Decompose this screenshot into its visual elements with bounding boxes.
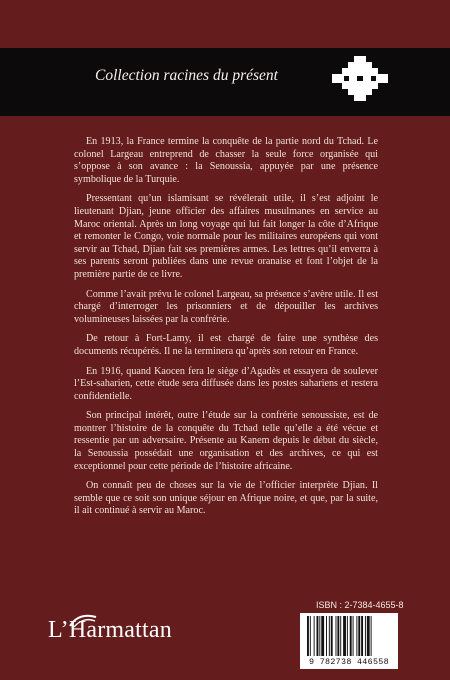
back-cover-text [74,136,378,525]
barcode-bar [329,616,330,656]
barcode-bar [307,616,309,656]
barcode-bar [367,616,370,656]
barcode-bar [356,616,357,656]
paragraph: Son principal intérêt, outre l’étude sur la confrérie senoussiste, est de montrer l’histoire de la conquête du Tchad telle qu’elle a été vécue et ressentie par un adversaire. Présente au Kanem depuis le début du siècle, la Senoussia possédait une organisation et des archives, ce qui est exceptionnel pour cette période de l’histoire africaine. [74,410,378,472]
paragraph: En 1916, quand Kaocen fera le siège d’Agadès et essayera de soulever l’Est-saharien, cette étude sera diffusée dans les postes sahariens et restera confidentielle. [74,365,378,402]
barcode-bar [343,616,346,656]
barcode-bar [319,616,320,656]
paragraph: Pressentant qu’un islamisant se révélerait utile, il s’est adjoint le lieutenant Djian, jeune officier des affaires musulmanes en service au Maroc oriental. Après un long voyage qui lui fait longer la côte d’Afrique et remonter le Congo, voie normale pour les militaires européens qui vont servir au Tchad, Djian fait ses premières armes. Les lettres qu’il enverra à ses parents seront publiées dans une revue oranaise et font l’objet de la première partie de ce livre. [74,193,378,280]
barcode [300,613,398,669]
barcode-bar [336,616,337,656]
barcode-digits: 9 782738 446558 [309,657,389,667]
paragraph: En 1913, la France termine la conquête de la partie nord du Tchad. Le colonel Largeau entreprend de chasser la seule force organisée qui s’oppose à son avance : la Senoussia, appuyée par une présence symbolique de la Turquie. [74,136,378,185]
barcode-bar [350,616,352,656]
barcode-bar [365,616,366,656]
isbn: ISBN : 2-7384-4655-8 [316,600,404,610]
collection-motif-icon [327,56,393,104]
barcode-bar [321,616,324,656]
barcode-bar [317,616,319,656]
barcode-bar [353,616,354,656]
paragraph: Comme l’avait prévu le colonel Largeau, sa présence s’avère utile. Il est chargé d’interroger les prisonniers et de dépouiller les archives volumineuses laissées par la confrérie. [74,288,378,325]
barcode-bar [371,616,372,656]
barcode-bar [326,616,327,656]
barcode-bar [314,616,315,656]
barcode-bar [358,616,360,656]
barcode-bar [347,616,348,656]
paragraph: De retour à Fort-Lamy, il est chargé de faire une synthèse des documents récupérés. Il ne la terminera qu’après son retour en France. [74,333,378,357]
barcode-bar [337,616,339,656]
publisher-name: L’Harmattan [48,617,172,643]
collection-title: Collection racines du présent [95,67,278,84]
barcode-bar [331,616,333,656]
paragraph: On connaît peu de choses sur la vie de l’officier interprète Djian. Il semble que ce soit son unique séjour en Afrique noire, et que, par la suite, il ait continué à servir au Maroc. [74,480,378,517]
barcode-bar [361,616,363,656]
barcode-bar [340,616,341,656]
barcode-bar [310,616,311,656]
barcode-bars [307,616,391,656]
